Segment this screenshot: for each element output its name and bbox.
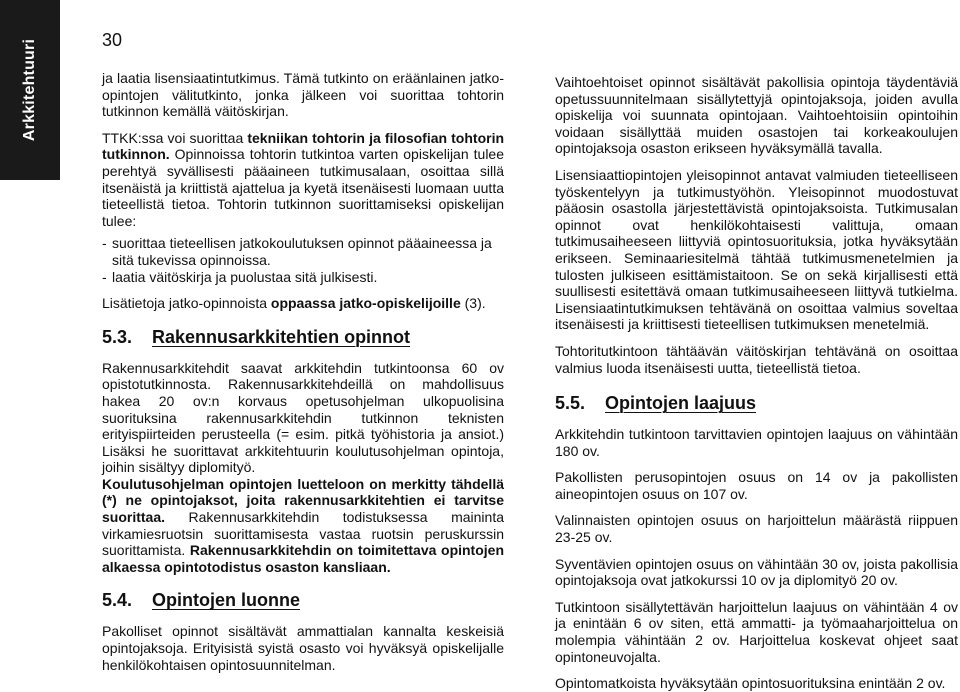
text: Rakennusarkkitehdin todistuksessa maininta virkamiesruotsin suorittamisesta vastaa ruotsin peruskurssin suorittamista. [102, 509, 504, 559]
paragraph-requirements [102, 476, 504, 576]
paragraph: Syventävien opintojen osuus on vähintään 30 ov, joista pakollisia opintojaksoja ovat jatkokurssi 10 ov ja diplomityö 20 ov. [555, 555, 958, 589]
bold-text: Rakennusarkkitehdin on toimitettava opintojen alkaessa opintotodistus osaston kansliaan. [102, 542, 504, 575]
paragraph: Vaihtoehtoiset opinnot sisältävät pakollisia opintoja täydentäviä opetussuunnitelmaan sisällytettyjä opintojaksoja, joiden avulla opiskelija voi suunnata opintojaan. Vaihtoehtoisiin opintoihin voidaan sisällyttää muiden osastojen tai korkeakoulujen opintojaksoja osaston erikseen hyväksymällä tavalla. [555, 74, 958, 157]
requirements-list [102, 235, 504, 285]
paragraph: Lisensiaattiopintojen yleisopinnot antavat valmiuden tieteelliseen työskentelyyn ja tutkimustyöhön. Yleisopinnot muodostuvat pääosin osastolla järjestettävistä opintojaksoista. Tutkimusalan opinnot ovat henkilökohtaisesti valittuja, omaan tutkimusaiheeseen liittyviä opintosuorituksia, jotka hyväksytään erikseen. Seminaariesitelmä tähtää tutkimusmenetelmien ja tulosten julkiseen esittämistaitoon. Se on sekä kirjallisesti että suullisesti esitettävä omaan tutkimusaiheeseen liittyvä tutkielma. Lisensiaatintutkimuksen tehtävänä on osoittaa valmius soveltaa itsenäisesti ja kriittisesti tieteellisen tutkimuksen menetelmiä. [555, 166, 958, 333]
section-heading-5-4 [102, 589, 504, 611]
paragraph: Tutkintoon sisällytettävän harjoittelun laajuus on vähintään 4 ov ja enintään 6 ov siten, että ammatti- ja työmaaharjoittelua on molempia vähintään 2 ov. Harjoittelua koskevat ohjeet saat opintoneuvojalta. [555, 598, 958, 665]
section-sidebar-tab [0, 0, 60, 180]
paragraph-more-info [102, 295, 504, 312]
bold-text: oppaassa jatko-opiskelijoille [270, 295, 461, 312]
list-item: - laatia väitöskirja ja puolustaa sitä julkisesti. [102, 269, 504, 286]
bold-text: tekniikan tohtorin ja filosofian tohtorin tutkinnon. [102, 129, 505, 163]
paragraph: Pakollisten perusopintojen osuus on 14 ov ja pakollisten aineopintojen osuus on 107 ov. [555, 469, 958, 502]
paragraph: Tohtoritutkintoon tähtäävän väitöskirjan tehtävänä on osoittaa valmius luoda itsenäisesti uutta, tieteellistä tietoa. [555, 342, 958, 376]
text: TTKK:ssa voi suorittaa [102, 129, 248, 146]
paragraph-doctorate [102, 130, 504, 230]
section-label: Arkkitehtuuri [21, 38, 38, 142]
paragraph: Valinnaisten opintojen osuus on harjoittelun määrästä riippuen 23-25 ov. [555, 512, 958, 546]
text: Lisätietoja jatko-opinnoista [102, 295, 271, 312]
section-heading-5-5 [555, 392, 958, 414]
page-number: 30 [102, 30, 123, 50]
right-column [555, 74, 958, 692]
section-title: Opintojen laajuus [605, 393, 757, 414]
section-number: 5.5. [555, 393, 586, 414]
section-title: Opintojen luonne [152, 590, 300, 611]
text: Opinnoissa tohtorin tutkintoa varten opiskelijan tulee perehtyä syvällisesti pääaineen tutkimusalaan, osoittaa sillä itsenäistä ja kriittistä ajattelua ja kyetä itsenäisesti luomaan uutta tieteellistä tietoa. Tohtorin tutkinnon suorittamiseksi opiskelijan tulee: [102, 146, 504, 229]
paragraph: Pakolliset opinnot sisältävät ammattialan kannalta keskeisiä opintojaksoja. Erityisistä syistä osasto voi hyväksyä opiskelijalle henkilökohtaisen opintosuunnitelman. [102, 623, 504, 673]
paragraph: ja laatia lisensiaatintutkimus. Tämä tutkinto on eräänlainen jatko-opintojen välitutkinto, jonka jälkeen voi suorittaa tohtorin tutkinnon kemällä väitöskirjan. [102, 70, 504, 120]
text: (3). [460, 295, 486, 312]
bold-text: Koulutusohjelman opintojen luetteloon on merkitty tähdellä (*) ne opintojaksot, joita rakennusarkkitehtien ei tarvitse suorittaa. [102, 475, 504, 526]
paragraph: Rakennusarkkitehdit saavat arkkitehdin tutkintoonsa 60 ov opistotutkinnosta. Rakennusarkkitehdeillä on mahdollisuus hakea 20 ov:n korvaus opetusohjelman ulkopuolisina suorituksina rakennusarkkitehdin tutkinnon teknisten erityispiirteiden perusteella (= esim. pitkä työhistoria ja ansiot.) Lisäksi he suorittavat arkkitehtuurin koulutusohjelman opintoja, joihin sisältyy diplomityö. [102, 359, 504, 476]
section-title: Rakennusarkkitehtien opinnot [152, 326, 411, 347]
section-number: 5.4. [102, 590, 133, 611]
section-heading-5-3 [102, 326, 504, 348]
section-number: 5.3. [102, 326, 133, 347]
left-column [102, 70, 504, 673]
list-item: - suorittaa tieteellisen jatkokoulutuksen opinnot pääaineessa ja sitä tukevissa opinnoissa. [102, 235, 504, 268]
paragraph: Opintomatkoista hyväksytään opintosuorituksina enintään 2 ov. [555, 675, 946, 692]
paragraph: Arkkitehdin tutkintoon tarvittavien opintojen laajuus on vähintään 180 ov. [555, 426, 958, 459]
